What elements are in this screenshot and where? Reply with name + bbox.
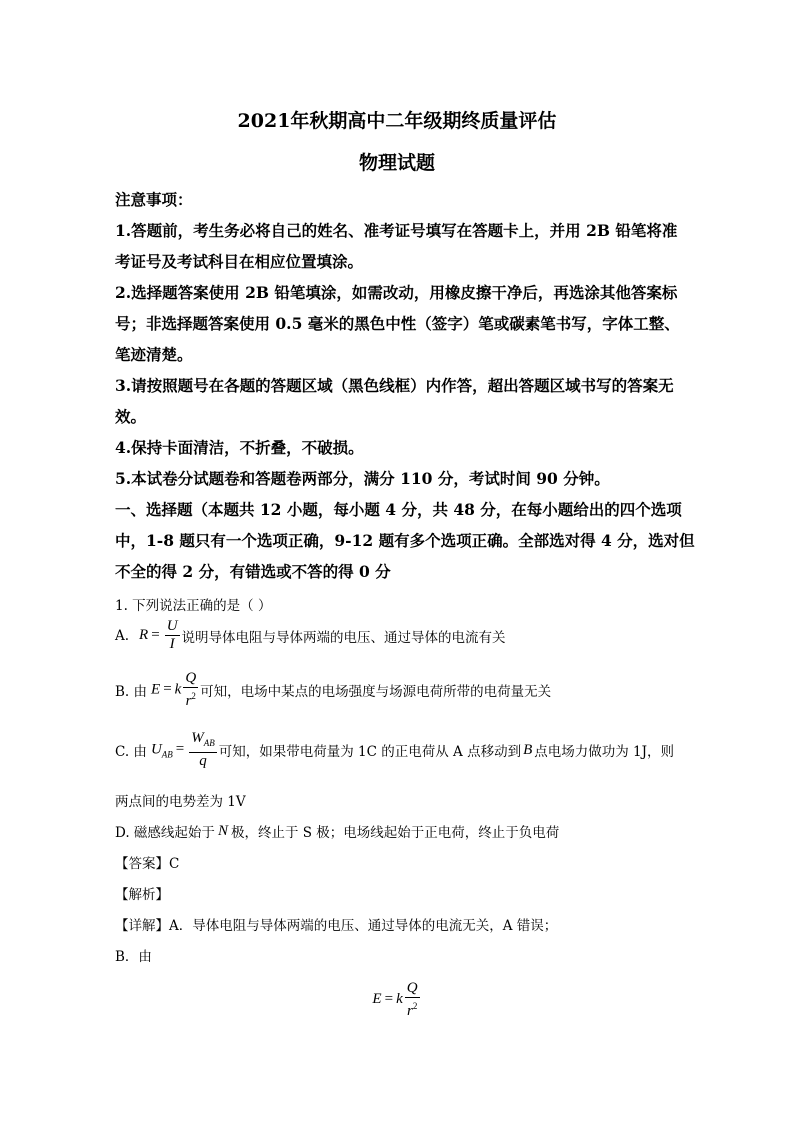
option-b xyxy=(115,670,551,710)
formula-e-equals-kq-over-r2: E = k $\frac{Q}{r^2}$ xyxy=(151,670,197,709)
option-c-continuation: 两点间的电势差为 1V xyxy=(115,794,246,810)
option-c-text: 可知，如果带电荷量为 1C 的正电荷从 A 点移动到 xyxy=(218,744,522,760)
notice-heading: 注意事项： xyxy=(115,190,193,209)
notice-line: 1.答题前，考生务必将自己的姓名、准考证号填写在答题卡上，并用 2B 铅笔将准 xyxy=(115,221,678,240)
pole-n-symbol: N xyxy=(217,822,228,839)
question-stem: 1. 下列说法正确的是（ ） xyxy=(115,598,272,614)
detail-b-text: B．由 xyxy=(115,949,152,965)
formula-r-equals-u-over-i: R = $\frac{U}{I}$ xyxy=(139,618,178,652)
option-a-label: A. xyxy=(115,627,130,644)
section-heading-line: 不全的得 2 分，有错选或不答的得 0 分 xyxy=(115,562,391,581)
notice-line: 2.选择题答案使用 2B 铅笔填涂，如需改动，用橡皮擦干净后，再选涂其他答案标 xyxy=(115,283,678,302)
option-c-label: C. 由 xyxy=(115,744,147,760)
option-c-text-2: 点电场力做功为 1J，则 xyxy=(534,744,675,760)
option-d-text: 极，终止于 S 极；电场线起始于正电荷，终止于负电荷 xyxy=(230,825,560,841)
exam-title: 2021年秋期高中二年级期终质量评估 xyxy=(237,110,557,132)
notice-line: 考证号及考试科目在相应位置填涂。 xyxy=(115,252,364,271)
point-b-symbol: B xyxy=(523,741,533,758)
option-d-label: D. 磁感线起始于 xyxy=(115,825,215,841)
section-heading-line: 中，1-8 题只有一个选项正确，9-12 题有多个选项正确。全部选对得 4 分，选对但 xyxy=(115,531,695,550)
formula-e-equals-kq-over-r2-centered: E = k $\frac{Q}{r^2}$ xyxy=(372,980,418,1019)
notice-line: 号；非选择题答案使用 0.5 毫米的黑色中性（签字）笔或碳素笔书写，字体工整、 xyxy=(115,314,680,333)
formula-uab-equals-wab-over-q: $U_{AB}$ = $\frac{W_{AB}}{q}$ xyxy=(150,730,215,769)
answer-label: 【答案】C xyxy=(115,856,180,872)
exam-subtitle: 物理试题 xyxy=(358,152,435,174)
option-d xyxy=(115,821,559,841)
notice-line: 3.请按照题号在各题的答题区域（黑色线框）内作答，超出答题区域书写的答案无 xyxy=(115,376,674,395)
option-a xyxy=(115,618,506,653)
notice-line: 5.本试卷分试题卷和答题卷两部分，满分 110 分，考试时间 90 分钟。 xyxy=(115,469,610,488)
notice-line: 笔迹清楚。 xyxy=(115,345,193,364)
analysis-label: 【解析】 xyxy=(115,887,169,903)
section-heading-line: 一、选择题（本题共 12 小题，每小题 4 分，共 48 分，在每小题给出的四个选项 xyxy=(115,500,682,519)
centered-formula xyxy=(0,980,794,1020)
notice-line: 4.保持卡面清洁，不折叠，不破损。 xyxy=(115,438,364,457)
option-c xyxy=(115,730,674,770)
detail-text: 【详解】A．导体电阻与导体两端的电压、通过导体的电流无关，A 错误； xyxy=(115,918,558,934)
option-b-text: 可知，电场中某点的电场强度与场源电荷所带的电荷量无关 xyxy=(200,684,552,700)
option-a-text: 说明导体电阻与导体两端的电压、通过导体的电流有关 xyxy=(181,629,506,646)
notice-line: 效。 xyxy=(115,407,147,426)
option-b-label: B. 由 xyxy=(115,684,148,700)
